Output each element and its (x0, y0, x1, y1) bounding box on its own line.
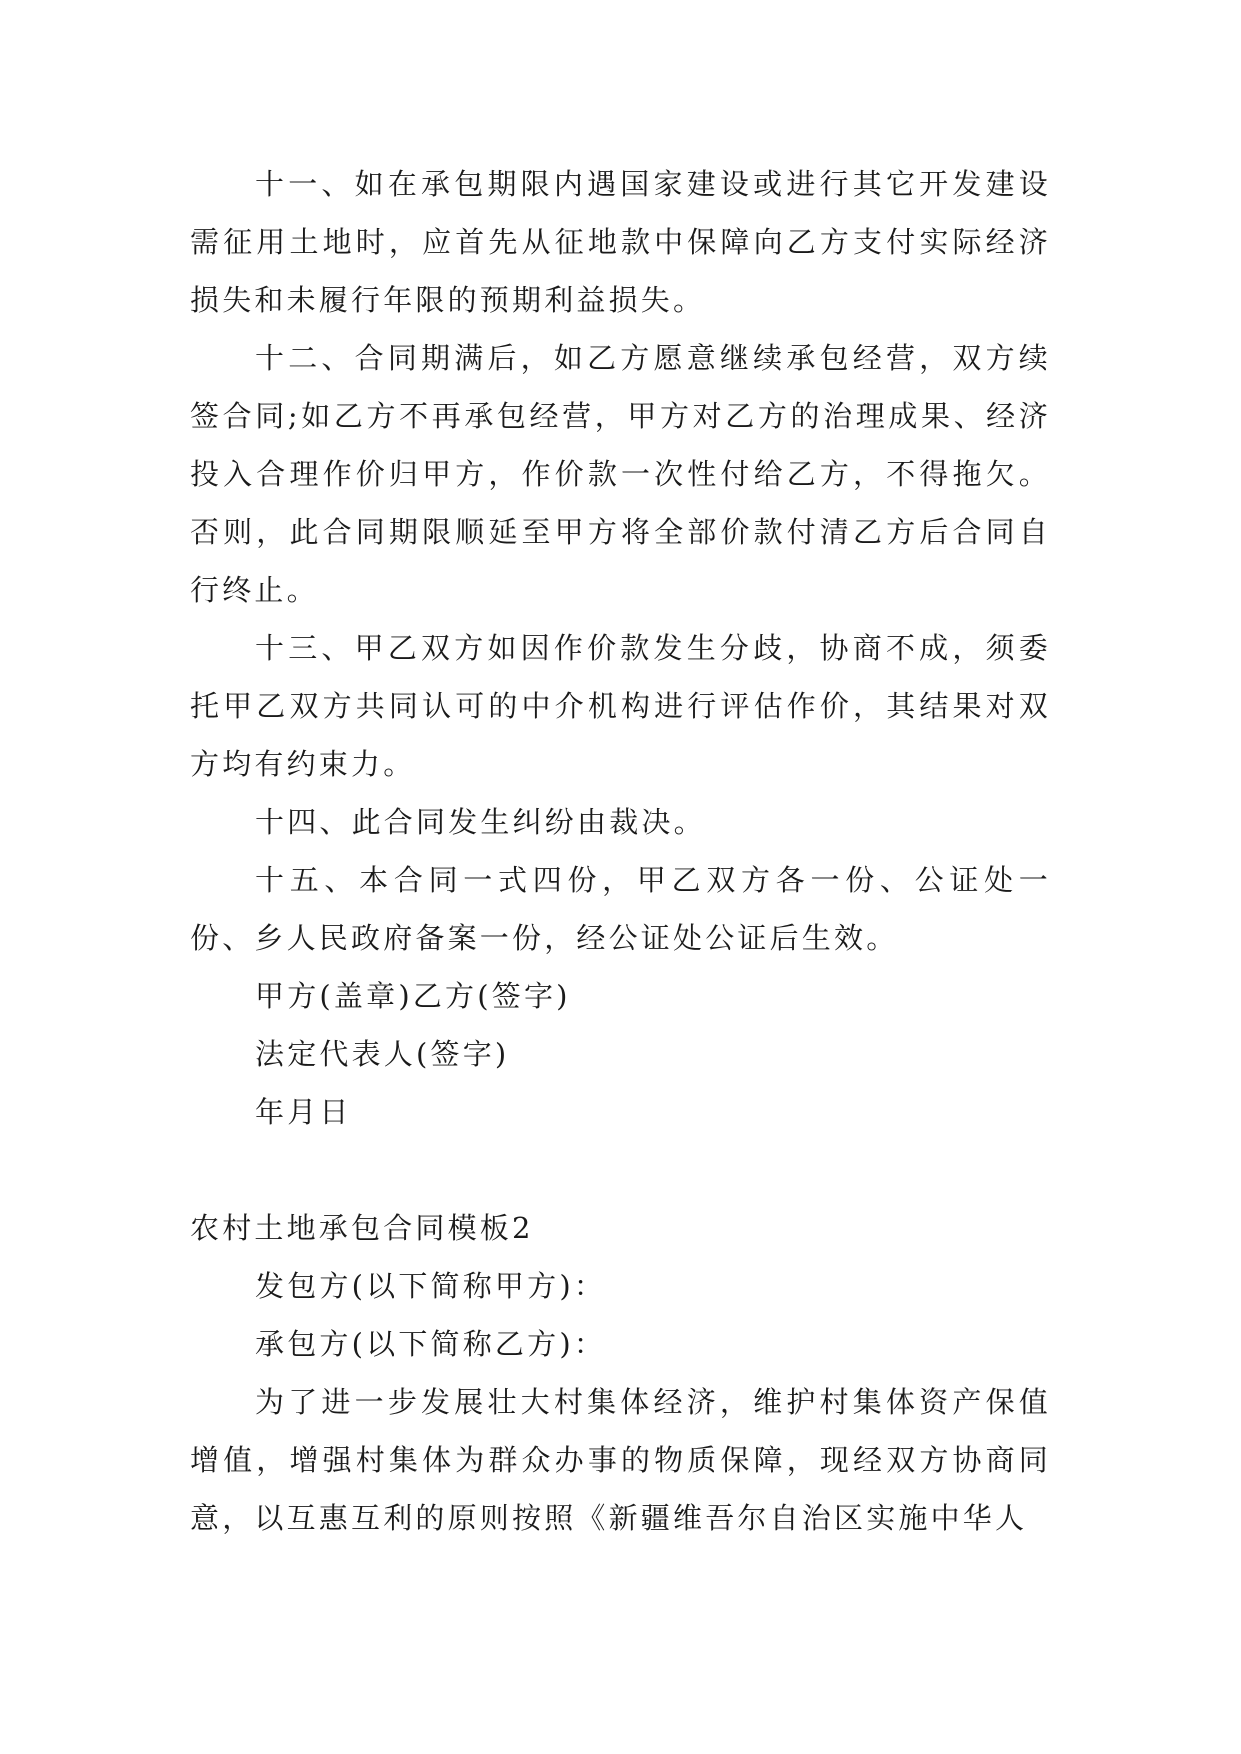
section2-party-b: 承包方(以下简称乙方)： (255, 1327, 607, 1361)
section2-intro: 为了进一步发展壮大村集体经济，维护村集体资产保值增值，增强村集体为群众办事的物质保障，现经双方协商同意，以互惠互利的原则按照《新疆维吾尔自治区实施中华人 (190, 1385, 1051, 1535)
document-body (190, 155, 1051, 1547)
clause-12: 十二、合同期满后，如乙方愿意继续承包经营，双方续签合同;如乙方不再承包经营，甲方对乙方的治理成果、经济投入合理作价归甲方，作价款一次性付给乙方，不得拖欠。否则，此合同期限顺延至甲方将全部价款付清乙方后合同自行终止。 (190, 341, 1051, 607)
section2-party-a: 发包方(以下简称甲方)： (255, 1269, 607, 1303)
clause-13: 十三、甲乙双方如因作价款发生分歧，协商不成，须委托甲乙双方共同认可的中介机构进行评估作价，其结果对双方均有约束力。 (190, 631, 1051, 781)
clause-15: 十五、本合同一式四份，甲乙双方各一份、公证处一份、乡人民政府备案一份，经公证处公证后生效。 (190, 863, 1051, 955)
clause-14: 十四、此合同发生纠纷由裁决。 (255, 805, 706, 839)
section-spacer (190, 1141, 1051, 1199)
signature-parties: 甲方(盖章)乙方(签字) (255, 979, 571, 1013)
clause-11: 十一、如在承包期限内遇国家建设或进行其它开发建设需征用土地时，应首先从征地款中保障向乙方支付实际经济损失和未履行年限的预期利益损失。 (190, 167, 1051, 317)
section2-title: 农村土地承包合同模板2 (190, 1211, 534, 1245)
signature-representative: 法定代表人(签字) (255, 1037, 510, 1071)
signature-date: 年月日 (255, 1095, 352, 1129)
